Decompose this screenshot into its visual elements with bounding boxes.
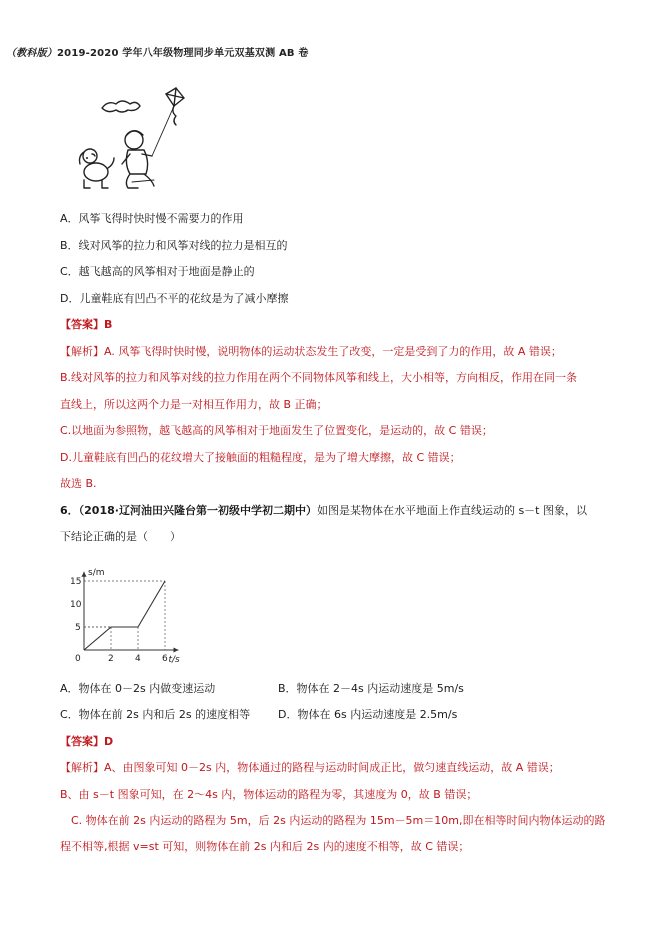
q5-option-c: C．越飞越高的风筝相对于地面是静止的 bbox=[60, 265, 255, 278]
q5-option-d: D．儿童鞋底有凹凸不平的花纹是为了减小摩擦 bbox=[60, 292, 289, 305]
q6-stem: 如图是某物体在水平地面上作直线运动的 s－t 图象，以 bbox=[316, 504, 587, 517]
q5-analysis-line: 直线上，所以这两个力是一对相互作用力，故 B 正确； bbox=[60, 398, 328, 411]
q6-option-d: D．物体在 6s 内运动速度是 2.5m/s bbox=[278, 708, 458, 721]
y-tick-label: 10 bbox=[70, 600, 82, 610]
q5-option-b: B．线对风筝的拉力和风筝对线的拉力是相互的 bbox=[60, 239, 288, 252]
q6-stem-line-1 bbox=[60, 502, 587, 518]
q5-analysis-line: B.线对风筝的拉力和风筝对线的拉力作用在两个不同物体风筝和线上，大小相等，方向相反，作用在同一条 bbox=[60, 371, 578, 384]
q5-analysis-line: 故选 B. bbox=[60, 477, 97, 490]
q5-option-a: A．风筝飞得时快时慢不需要力的作用 bbox=[60, 212, 244, 225]
boy-flying-kite-with-dog-icon bbox=[62, 84, 212, 196]
q6-analysis-line: C. 物体在前 2s 内运动的路程为 5m，后 2s 内运动的路程为 15m－5m＝10m,即在相等时间内物体运动的路 bbox=[60, 814, 606, 827]
x-axis-arrow bbox=[174, 648, 179, 653]
q5-analysis-line: 【解析】A. 风筝飞得时快时慢，说明物体的运动状态发生了改变，一定是受到了力的作用，故 A 错误； bbox=[60, 345, 562, 358]
q6-options-row-2 bbox=[60, 706, 458, 722]
q6-analysis-line: 【解析】A、由图象可知 0－2s 内，物体通过的路程与运动时间成正比，做匀速直线运动，故 A 错误； bbox=[60, 761, 560, 774]
x-tick-label: 6 bbox=[162, 654, 168, 664]
origin-label: 0 bbox=[75, 654, 81, 664]
header-title: 2019-2020 学年八年级物理同步单元双基双测 AB 卷 bbox=[57, 48, 309, 59]
y-axis-label: s/m bbox=[88, 567, 105, 578]
q5-answer: 【答案】B bbox=[60, 318, 113, 331]
x-axis-label: t/s bbox=[168, 655, 180, 665]
x-tick-label: 4 bbox=[135, 654, 141, 664]
q6-option-b: B．物体在 2－4s 内运动速度是 5m/s bbox=[278, 682, 464, 695]
q6-answer: 【答案】D bbox=[60, 735, 114, 748]
q5-analysis-line: C.以地面为参照物，越飞越高的风筝相对于地面发生了位置变化，是运动的，故 C 错误； bbox=[60, 424, 493, 437]
x-tick-label: 2 bbox=[108, 654, 114, 664]
y-axis-arrow bbox=[82, 572, 87, 577]
q6-option-c: C．物体在前 2s 内和后 2s 的速度相等 bbox=[60, 708, 251, 721]
q6-option-a: A．物体在 0－2s 内做变速运动 bbox=[60, 682, 216, 695]
y-tick-label: 5 bbox=[75, 623, 81, 633]
q6-stem-line-2: 下结论正确的是（ ） bbox=[60, 530, 181, 543]
q6-options-row-1 bbox=[60, 680, 464, 696]
st-graph-chart bbox=[58, 558, 200, 668]
header-edition: （教科版） bbox=[6, 48, 57, 59]
q6-source: （2018·辽河油田兴隆台第一初级中学初二期中） bbox=[78, 504, 317, 517]
q6-number: 6． bbox=[60, 504, 79, 517]
y-tick-label: 15 bbox=[70, 577, 82, 587]
q6-analysis-line: B、由 s－t 图象可知，在 2～4s 内，物体运动的路程为零，其速度为 0，故 B 错误； bbox=[60, 788, 478, 801]
q6-analysis-line: 程不相等,根据 v=st 可知，则物体在前 2s 内和后 2s 内的速度不相等，故 C 错误； bbox=[60, 840, 470, 853]
page-header bbox=[6, 44, 309, 59]
data-line bbox=[84, 581, 165, 650]
q5-analysis-line: D.儿童鞋底有凹凸的花纹增大了接触面的粗糙程度，是为了增大摩擦，故 C 错误； bbox=[60, 451, 461, 464]
